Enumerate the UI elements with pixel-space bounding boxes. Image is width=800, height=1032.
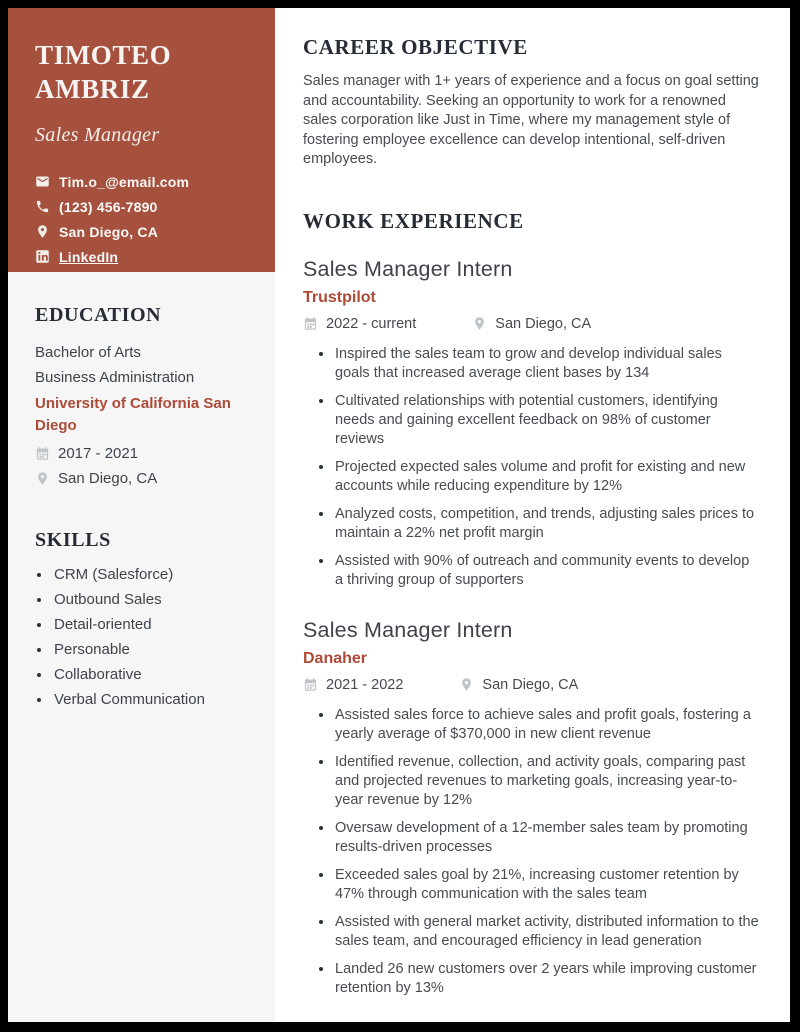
education-location-text: San Diego, CA — [58, 470, 158, 487]
job-bullet: • Analyzed costs, competition, and trends, adjusting sales prices to maintain a 22% net profit margin — [334, 505, 760, 543]
job-meta — [303, 316, 760, 332]
location-pin-icon — [459, 677, 474, 692]
email-icon — [35, 174, 50, 189]
location-pin-icon — [472, 316, 487, 331]
location-pin-icon — [35, 471, 50, 486]
skills-list — [35, 566, 255, 708]
job-dates — [303, 677, 403, 693]
contact-location-text: San Diego, CA — [59, 223, 159, 240]
skills-section — [35, 529, 255, 708]
skill-item: • Verbal Communication — [52, 691, 255, 708]
work-experience-section — [303, 209, 760, 998]
education-school: University of California San Diego — [35, 395, 231, 434]
education-location — [35, 470, 255, 487]
skill-item: • Outbound Sales — [52, 591, 255, 608]
contact-email-text: Tim.o_@email.com — [59, 173, 190, 190]
education-heading: EDUCATION — [35, 304, 162, 326]
skill-item: • Detail-oriented — [52, 616, 255, 633]
job-bullet: • Exceeded sales goal by 21%, increasing customer retention by 47% through communication with the sales team — [334, 866, 760, 904]
job-bullet: • Inspired the sales team to grow and develop individual sales goals that increased average client bases by 134 — [334, 345, 760, 383]
main-content — [275, 8, 790, 1022]
skills-heading: SKILLS — [35, 529, 111, 551]
skill-item: • Collaborative — [52, 666, 255, 683]
skill-item: • Personable — [52, 641, 255, 658]
job-bullet: • Cultivated relationships with potential customers, identifying needs and gaining excellent feedback on 98% of customer reviews — [334, 392, 760, 449]
job-company: Danaher — [303, 649, 368, 667]
candidate-job-title: Sales Manager — [35, 123, 160, 146]
job-bullet: • Assisted with 90% of outreach and community events to develop a thriving group of supporters — [334, 552, 760, 590]
candidate-name: TIMOTEO AMBRIZ — [35, 40, 172, 105]
job-bullet: • Oversaw development of a 12-member sales team by promoting results-driven processes — [334, 819, 760, 857]
contact-linkedin-link[interactable]: LinkedIn — [59, 248, 119, 265]
career-objective-text: Sales manager with 1+ years of experience and a focus on goal setting and accountability. Seeking an opportunity to work for a renowned sales corporation like Just in Time, where my management style of fostering employee excellence can develop intentional, self-driven employees. — [303, 73, 759, 167]
education-entry — [35, 340, 255, 487]
contact-section — [35, 174, 253, 265]
job-bullet: • Assisted sales force to achieve sales and profit goals, fostering a yearly average of $370,000 in new client revenue — [334, 706, 760, 744]
job-location-text: San Diego, CA — [482, 676, 579, 693]
job-entry — [303, 257, 760, 590]
location-pin-icon — [35, 224, 50, 239]
job-meta — [303, 677, 760, 693]
skill-item: • CRM (Salesforce) — [52, 566, 255, 583]
job-location — [459, 677, 578, 693]
sidebar — [8, 8, 275, 1022]
education-section — [35, 304, 255, 487]
job-bullets — [303, 706, 760, 998]
job-title: Sales Manager Intern — [303, 617, 513, 642]
contact-location — [35, 224, 253, 240]
calendar-icon — [303, 316, 318, 331]
job-dates-text: 2022 - current — [326, 315, 417, 332]
contact-linkedin — [35, 249, 253, 265]
calendar-icon — [303, 677, 318, 692]
job-dates — [303, 316, 416, 332]
job-entry — [303, 618, 760, 998]
education-dates — [35, 445, 255, 462]
job-dates-text: 2021 - 2022 — [326, 676, 404, 693]
calendar-icon — [35, 446, 50, 461]
work-experience-heading: WORK EXPERIENCE — [303, 208, 524, 233]
education-dates-text: 2017 - 2021 — [58, 445, 139, 462]
job-bullet: • Landed 26 new customers over 2 years while improving customer retention by 13% — [334, 960, 760, 998]
job-bullets — [303, 345, 760, 590]
contact-phone — [35, 199, 253, 215]
job-bullet: • Identified revenue, collection, and activity goals, comparing past and projected revenues to marketing goals, increasing year-to-year revenue by 12% — [334, 753, 760, 810]
job-location — [472, 316, 591, 332]
job-title: Sales Manager Intern — [303, 256, 513, 281]
contact-phone-text: (123) 456-7890 — [59, 198, 158, 215]
job-company: Trustpilot — [303, 288, 376, 306]
phone-icon — [35, 199, 50, 214]
resume-page — [8, 8, 790, 1022]
career-objective-section — [303, 35, 760, 170]
job-bullet: • Assisted with general market activity, distributed information to the sales team, and encouraged efficiency in lead generation — [334, 913, 760, 951]
education-degree: Bachelor of Arts — [35, 344, 141, 361]
sidebar-body — [8, 272, 275, 1022]
job-bullet: • Projected expected sales volume and profit for existing and new accounts while reducing expenditure by 12% — [334, 458, 760, 496]
linkedin-icon — [35, 249, 50, 264]
career-objective-heading: CAREER OBJECTIVE — [303, 35, 528, 59]
sidebar-header — [8, 8, 275, 272]
education-field: Business Administration — [35, 369, 195, 386]
contact-email — [35, 174, 253, 190]
job-location-text: San Diego, CA — [495, 315, 592, 332]
